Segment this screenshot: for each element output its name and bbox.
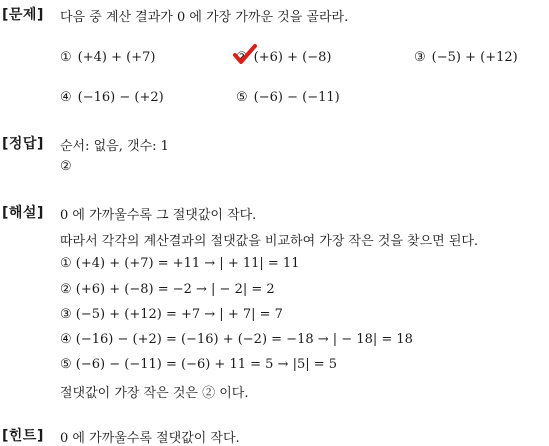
explanation-line-2: 따라서 각각의 계산결과의 절댓값을 비교하여 가장 작은 것을 찾으면 된다. <box>60 234 479 249</box>
option-5-expression: (−6) − (−11) <box>253 90 340 105</box>
explanation-line-8: 절댓값이 가장 작은 것은 ② 이다. <box>60 386 249 401</box>
answer-value: ② <box>60 159 72 174</box>
explanation-line-4: ② (+6) + (−8) = −2 → | − 2| = 2 <box>60 282 275 297</box>
option-5[interactable] <box>236 90 340 105</box>
problem-question: 다음 중 계산 결과가 0 에 가장 가까운 것을 골라라. <box>60 10 349 25</box>
explanation-label: [해설] <box>2 205 44 221</box>
option-1-number: ① <box>60 50 72 65</box>
option-3-expression: (−5) + (+12) <box>431 50 518 65</box>
explanation-line-3: ① (+4) + (+7) = +11 → | + 11| = 11 <box>60 256 300 271</box>
option-4-expression: (−16) − (+2) <box>77 90 164 105</box>
option-1-expression: (+4) + (+7) <box>77 50 156 65</box>
explanation-line-5: ③ (−5) + (+12) = +7 → | + 7| = 7 <box>60 307 283 322</box>
option-5-number: ⑤ <box>236 90 248 105</box>
answer-label: [정답] <box>2 136 44 152</box>
hint-label: [힌트] <box>2 428 44 444</box>
problem-label: [문제] <box>2 7 44 23</box>
explanation-line-1: 0 에 가까울수록 그 절댓값이 작다. <box>60 208 257 223</box>
option-3-number: ③ <box>414 50 426 65</box>
option-4-number: ④ <box>60 90 72 105</box>
option-1[interactable] <box>60 50 155 65</box>
answer-order-count: 순서: 없음, 갯수: 1 <box>60 139 169 154</box>
option-2-number: ② <box>236 50 248 65</box>
option-3[interactable] <box>414 50 518 65</box>
explanation-line-7: ⑤ (−6) − (−11) = (−6) + 11 = 5 → |5| = 5 <box>60 357 338 372</box>
explanation-line-6: ④ (−16) − (+2) = (−16) + (−2) = −18 → | − 18| = 18 <box>60 332 413 347</box>
hint-text: 0 에 가까울수록 절댓값이 작다. <box>60 431 240 446</box>
checkmark-icon <box>232 44 258 66</box>
option-4[interactable] <box>60 90 164 105</box>
option-2-expression: (+6) + (−8) <box>253 50 332 65</box>
